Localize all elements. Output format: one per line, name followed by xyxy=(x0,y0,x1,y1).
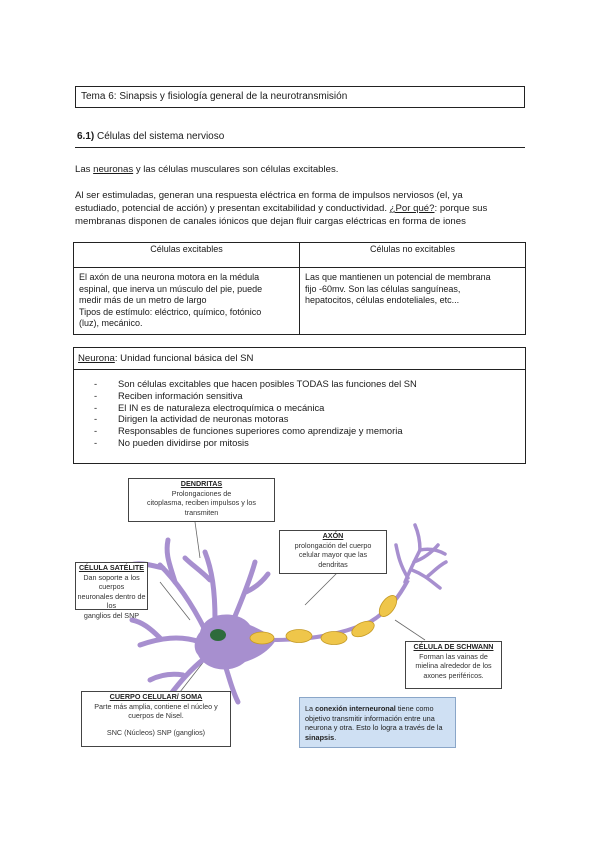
non-excitable-cell xyxy=(300,268,526,335)
cell-line: El axón de una neurona motora en la médula xyxy=(79,272,260,282)
section-title: Células del sistema nervioso xyxy=(97,131,225,142)
list-item xyxy=(94,437,417,449)
cells-comparison-table xyxy=(73,242,526,335)
celula-satelite-callout xyxy=(75,562,148,620)
list-item xyxy=(94,402,417,414)
bullet-text: No pueden dividirse por mitosis xyxy=(118,436,249,448)
intro-line: Al ser estimuladas, generan una respuesta eléctrica en forma de impulsos nerviosos (el, ya xyxy=(75,190,463,201)
axon-callout xyxy=(279,530,387,574)
cuerpo-celular-callout xyxy=(81,691,231,747)
note-text: . xyxy=(334,732,337,742)
myelin-segment xyxy=(286,630,312,643)
list-item xyxy=(94,413,417,425)
leader-line xyxy=(195,522,200,558)
cell-line: Tipos de estímulo: eléctrico, químico, fotónico xyxy=(79,306,262,317)
celula-schwann-callout xyxy=(405,641,502,689)
leader-line xyxy=(305,570,340,605)
myelin-segment xyxy=(250,632,274,644)
bullet-dash: - xyxy=(94,413,98,425)
bullet-text: Reciben información sensitiva xyxy=(118,389,243,401)
myelin-segment xyxy=(321,632,347,645)
intro-line: membranas disponen de canales iónicos que dejan fluir cargas eléctricas en forma de iones xyxy=(75,216,466,227)
intro-line xyxy=(75,202,530,215)
callout-line: ganglios del SNP xyxy=(83,610,140,620)
bullet-dash: - xyxy=(94,425,98,437)
nucleus-shape xyxy=(210,629,226,641)
callout-line: citoplasma, reciben impulsos y los xyxy=(146,498,257,508)
intro-paragraph-1 xyxy=(75,163,338,176)
table-header-excitable: Células excitables xyxy=(74,243,300,268)
callout-line: Prolongaciones de xyxy=(171,488,232,498)
list-item xyxy=(94,425,417,437)
callout-line: dendritas xyxy=(318,559,348,569)
dendrites-shape xyxy=(130,540,268,702)
callout-title: DENDRITAS xyxy=(180,479,223,488)
excitable-cell xyxy=(74,268,300,335)
dendritas-callout xyxy=(128,478,275,522)
intro-text: : porque sus xyxy=(434,203,488,214)
intro-text: estudiado, potencial de acción) y presentan excitabilidad y conductividad. xyxy=(75,203,390,214)
por-que-link[interactable]: ¿Por qué? xyxy=(389,203,435,214)
intro-paragraph-2 xyxy=(75,189,530,228)
section-number: 6.1) xyxy=(77,131,95,142)
callout-title: CUERPO CELULAR/ SOMA xyxy=(109,692,203,701)
callout-title: AXÓN xyxy=(322,531,344,540)
neurona-term: Neurona xyxy=(78,353,115,364)
callout-line: axones periféricos. xyxy=(423,670,484,680)
callout-line: neuronales dentro de los xyxy=(77,591,146,611)
bullet-dash: - xyxy=(94,436,98,448)
sinapsis-note xyxy=(299,697,456,748)
note-text: tiene como objetivo transmitir información entre una neurona y otra. Esto lo logra a través de la xyxy=(305,704,443,733)
neurona-definition: : Unidad funcional básica del SN xyxy=(114,353,254,364)
callout-line: Parte más amplia, contiene el núcleo y xyxy=(94,701,218,711)
note-bold: sinapsis xyxy=(305,732,335,742)
topic-title-box xyxy=(75,86,525,108)
bullet-text: Responsables de funciones superiores como aprendizaje y memoria xyxy=(118,425,403,437)
callout-title: CÉLULA SATÉLITE xyxy=(78,563,145,572)
note-bold: conexión interneuronal xyxy=(315,704,396,713)
cell-line: Las que mantienen un potencial de membrana xyxy=(305,272,491,282)
topic-title: Tema 6: Sinapsis y fisiología general de la neurotransmisión xyxy=(81,91,348,102)
bullet-dash: - xyxy=(94,389,98,401)
bullet-dash: - xyxy=(94,401,98,413)
callout-line: prolongación del cuerpo xyxy=(294,540,372,550)
axon-terminals xyxy=(396,525,446,588)
neuron-definition-header xyxy=(74,348,525,370)
neuron-bullet-list xyxy=(94,378,417,449)
bullet-text: El IN es de naturaleza electroquímica o mecánica xyxy=(118,401,325,413)
neuronas-link[interactable]: neuronas xyxy=(93,164,134,175)
callout-line: mielina alrededor de los xyxy=(415,661,492,671)
cell-line: espinal, que inerva un músculo del pie, puede xyxy=(79,283,263,294)
list-item xyxy=(94,378,417,390)
leader-line xyxy=(395,620,425,640)
callout-line: celular mayor que las xyxy=(298,550,368,560)
callout-line: transmiten xyxy=(184,507,219,517)
cell-line: medir más de un metro de largo xyxy=(79,295,207,305)
table-row xyxy=(74,268,526,335)
leader-line xyxy=(160,582,190,620)
bullet-dash: - xyxy=(94,378,98,389)
callout-line: Forman las vainas de xyxy=(419,651,488,661)
callout-line: SNC (Núcleos) SNP (ganglios) xyxy=(106,727,206,737)
callout-title: CÉLULA DE SCHWANN xyxy=(413,642,494,651)
intro-text: Las xyxy=(75,164,94,175)
callout-line: Dan soporte a los cuerpos xyxy=(83,572,140,592)
section-divider xyxy=(75,147,525,148)
cell-line: (luz), mecánico. xyxy=(79,318,143,328)
cell-line: fijo -60mv. Son las células sanguíneas, xyxy=(305,283,461,294)
neuron-definition-box xyxy=(73,347,526,464)
list-item xyxy=(94,390,417,402)
table-header-non-excitable: Células no excitables xyxy=(300,243,526,268)
callout-line: cuerpos de Nisel. xyxy=(128,711,184,721)
table-header-row xyxy=(74,243,526,268)
note-text: La xyxy=(305,704,316,713)
bullet-text: Son células excitables que hacen posibles TODAS las funciones del SN xyxy=(118,378,417,389)
section-heading xyxy=(77,131,224,142)
bullet-text: Dirigen la actividad de neuronas motoras xyxy=(118,413,289,425)
cell-line: hepatocitos, células endoteliales, etc... xyxy=(305,295,460,305)
intro-text: y las células musculares son células excitables. xyxy=(133,164,339,175)
